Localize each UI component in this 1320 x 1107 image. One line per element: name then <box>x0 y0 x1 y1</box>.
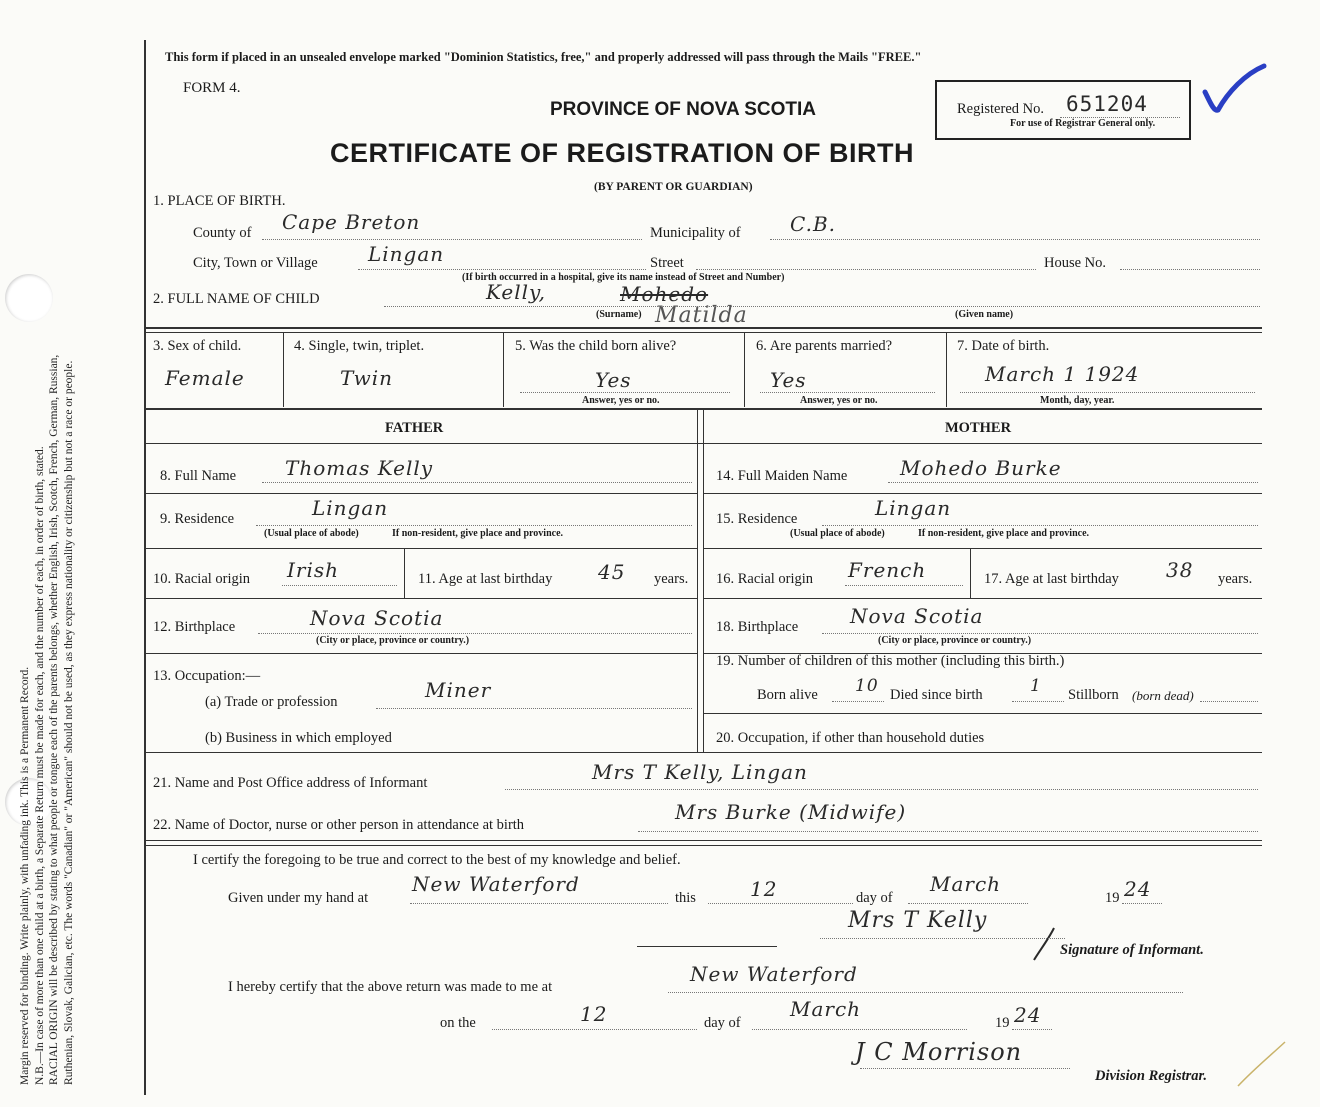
married-value: Yes <box>770 368 807 392</box>
mother-residence-caption-a: (Usual place of abode) <box>790 528 885 539</box>
county-value: Cape Breton <box>282 210 421 234</box>
informant-value: Mrs T Kelly, Lingan <box>592 760 808 784</box>
mother-occupation-label: 20. Occupation, if other than household duties <box>716 730 985 746</box>
died-value: 1 <box>1030 676 1042 696</box>
mother-residence-caption-b: If non-resident, give place and province. <box>918 528 1090 539</box>
stillborn-label: Stillborn <box>1068 687 1119 703</box>
on-month-line <box>752 1029 967 1030</box>
year-prefix: 19 <box>1105 890 1120 906</box>
mother-residence-line <box>822 525 1258 526</box>
father-racial-value: Irish <box>287 558 340 582</box>
father-name-line <box>262 482 692 483</box>
attendant-label: 22. Name of Doctor, nurse or other person in attendance at birth <box>153 817 525 833</box>
on-year-line <box>1012 1029 1052 1030</box>
mother-children-label: 19. Number of children of this mother (including this birth.) <box>716 653 1065 669</box>
informant-signature: Mrs T Kelly <box>848 908 988 933</box>
father-business-label: (b) Business in which employed <box>205 730 392 746</box>
registration-note: For use of Registrar General only. <box>1010 118 1156 129</box>
place-of-birth-heading: 1. PLACE OF BIRTH. <box>153 193 286 209</box>
informant-signature-line <box>820 938 1065 939</box>
parents-bottom-rule <box>145 752 1262 753</box>
margin-note-2: N.B.—In case of more than one child at a birth, a Separate Return must be made for each, and the number of each, in order of birth, stated. <box>33 446 46 1085</box>
mother-racial-line <box>845 585 963 586</box>
certify-text: I certify the foregoing to be true and correct to the best of my knowledge and belief. <box>193 852 681 868</box>
alive-value: Yes <box>595 368 632 392</box>
details-divider-2 <box>503 333 504 407</box>
city-label: City, Town or Village <box>193 255 318 271</box>
street-label: Street <box>650 255 684 271</box>
certificate-subtitle: (BY PARENT OR GUARDIAN) <box>594 181 753 193</box>
father-residence-caption-a: (Usual place of abode) <box>264 528 359 539</box>
child-name-label: 2. FULL NAME OF CHILD <box>153 291 320 307</box>
on-day-line <box>492 1029 697 1030</box>
father-trade-value: Miner <box>425 678 492 702</box>
child-given-value: Mohedo <box>620 282 709 306</box>
street-line <box>696 269 1036 270</box>
attendant-value: Mrs Burke (Midwife) <box>675 800 907 824</box>
mother-birthplace-label: 18. Birthplace <box>716 619 799 635</box>
child-name-line <box>384 306 1260 307</box>
father-row-rule-4 <box>145 653 697 654</box>
father-birthplace-label: 12. Birthplace <box>153 619 236 635</box>
father-name-value: Thomas Kelly <box>285 456 434 480</box>
born-alive-label: Born alive <box>757 687 818 703</box>
certification-rule-b <box>145 845 1262 846</box>
mother-row-rule-1 <box>704 493 1262 494</box>
informant-label: 21. Name and Post Office address of Informant <box>153 775 428 791</box>
given-label: Given under my hand at <box>228 890 369 906</box>
mother-heading: MOTHER <box>945 420 1012 436</box>
registrar-text: I hereby certify that the above return was made to me at <box>228 979 553 995</box>
alive-caption: Answer, yes or no. <box>582 395 660 406</box>
given-caption: (Given name) <box>955 309 1014 320</box>
father-trade-label: (a) Trade or profession <box>205 694 338 710</box>
father-racial-divider <box>404 549 405 598</box>
day-line <box>708 903 853 904</box>
father-age-value: 45 <box>598 560 626 584</box>
county-line <box>262 239 642 240</box>
details-divider-4 <box>946 333 947 407</box>
father-racial-label: 10. Racial origin <box>153 571 251 587</box>
given-place-line <box>410 903 668 904</box>
dob-label: 7. Date of birth. <box>957 338 1050 354</box>
on-label: on the <box>440 1015 476 1031</box>
this-label: this <box>675 890 696 906</box>
sex-value: Female <box>165 366 245 390</box>
registration-label: Registered No. <box>957 101 1044 117</box>
dob-line <box>960 392 1255 393</box>
father-row-rule-2 <box>145 548 697 549</box>
on-day-value: 12 <box>580 1002 608 1026</box>
mother-birthplace-caption: (City or place, province or country.) <box>878 635 1032 646</box>
married-line <box>760 392 935 393</box>
father-heading: FATHER <box>385 420 444 436</box>
mother-row-rule-2 <box>704 548 1262 549</box>
signature-flourish <box>1030 926 1060 962</box>
mother-name-label: 14. Full Maiden Name <box>716 468 848 484</box>
dob-caption: Month, day, year. <box>1040 395 1115 406</box>
father-racial-line <box>282 585 397 586</box>
pencil-stroke <box>1230 1040 1290 1090</box>
father-birthplace-value: Nova Scotia <box>310 606 444 630</box>
city-value: Lingan <box>368 242 445 266</box>
plurality-value: Twin <box>340 366 394 390</box>
father-row-rule-1 <box>145 493 697 494</box>
form-number: FORM 4. <box>183 80 241 96</box>
registration-number: 651204 <box>1066 92 1148 116</box>
married-caption: Answer, yes or no. <box>800 395 878 406</box>
top-notice: This form if placed in an unsealed envelope marked "Dominion Statistics, free," and properly addressed will pass through the Mails "FREE." <box>165 50 922 64</box>
certification-rule-a <box>145 840 1262 841</box>
mother-birthplace-line <box>822 633 1258 634</box>
on-year-value: 24 <box>1014 1003 1042 1027</box>
mother-age-value: 38 <box>1166 558 1194 582</box>
mother-racial-label: 16. Racial origin <box>716 571 814 587</box>
father-age-label: 11. Age at last birthday <box>418 571 553 587</box>
left-border <box>144 40 146 1095</box>
stillborn-line <box>1200 701 1258 702</box>
mother-residence-value: Lingan <box>875 496 952 520</box>
blue-check-mark <box>1200 62 1270 117</box>
year-value: 24 <box>1124 877 1152 901</box>
surname-caption: (Surname) <box>596 309 642 320</box>
plurality-label: 4. Single, twin, triplet. <box>294 338 425 354</box>
parents-heading-rule <box>145 443 1262 444</box>
separator-short-rule <box>637 946 777 947</box>
informant-signature-caption: Signature of Informant. <box>1060 942 1204 958</box>
dob-value: March 1 1924 <box>985 362 1140 386</box>
attendant-line <box>638 831 1258 832</box>
margin-note-4: Ruthenian, Slovak, Galician, etc. The words "Canadian" or "American" should not be used, as they express nationality or citizenship but not a race or people. <box>62 360 75 1085</box>
died-label: Died since birth <box>890 687 983 703</box>
mother-residence-label: 15. Residence <box>716 511 798 527</box>
details-divider-3 <box>744 333 745 407</box>
mother-name-value: Mohedo Burke <box>900 456 1062 480</box>
informant-line <box>505 789 1258 790</box>
registrar-signature-line <box>860 1068 1070 1069</box>
father-name-label: 8. Full Name <box>160 468 237 484</box>
on-year-prefix: 19 <box>995 1015 1010 1031</box>
child-given-correction: Matilda <box>655 303 748 328</box>
registrar-place-value: New Waterford <box>690 962 858 986</box>
parents-center-divider-a <box>697 409 698 752</box>
mother-name-line <box>888 482 1258 483</box>
mother-age-label: 17. Age at last birthday <box>984 571 1119 587</box>
stillborn-note: (born dead) <box>1132 688 1194 703</box>
sex-label: 3. Sex of child. <box>153 338 242 354</box>
father-residence-caption-b: If non-resident, give place and province. <box>392 528 564 539</box>
died-line <box>1012 701 1064 702</box>
parents-center-divider-b <box>703 409 704 752</box>
margin-note-3: RACIAL ORIGIN will be described by stating to what people or tongue each of the parents belongs, whether English, Irish, Scotch, French, German, Russian, <box>48 354 60 1085</box>
month-line <box>908 903 1028 904</box>
mother-age-unit: years. <box>1218 571 1253 587</box>
details-top-rule-2 <box>145 332 1262 333</box>
county-label: County of <box>193 225 252 241</box>
father-trade-line <box>376 708 692 709</box>
mother-racial-value: French <box>848 558 927 582</box>
details-divider-1 <box>283 333 284 407</box>
born-alive-value: 10 <box>855 676 879 696</box>
province-heading: PROVINCE OF NOVA SCOTIA <box>550 99 817 120</box>
details-top-rule <box>145 327 1262 329</box>
alive-line <box>520 392 730 393</box>
married-label: 6. Are parents married? <box>756 338 893 354</box>
born-alive-line <box>832 701 884 702</box>
house-line <box>1120 269 1260 270</box>
registrar-signature: J C Morrison <box>855 1038 1023 1066</box>
father-residence-line <box>256 525 692 526</box>
father-birthplace-line <box>258 633 692 634</box>
given-place-value: New Waterford <box>412 872 580 896</box>
registrar-place-line <box>668 992 1183 993</box>
margin-instructions <box>18 35 76 1085</box>
certificate-title: CERTIFICATE OF REGISTRATION OF BIRTH <box>330 138 914 168</box>
on-month-value: March <box>790 997 862 1021</box>
municipality-label: Municipality of <box>650 225 741 241</box>
house-label: House No. <box>1044 255 1107 271</box>
alive-label: 5. Was the child born alive? <box>515 338 677 354</box>
margin-note-1: Margin reserved for binding. Write plainly, with unfading ink. This is a Permanent Record. <box>19 666 31 1085</box>
mother-row-rule-5 <box>704 713 1262 714</box>
father-residence-value: Lingan <box>312 496 389 520</box>
father-occupation-label: 13. Occupation:— <box>153 668 261 684</box>
registrar-caption: Division Registrar. <box>1095 1068 1207 1084</box>
year-line <box>1122 903 1162 904</box>
municipality-line <box>770 239 1260 240</box>
day-value: 12 <box>750 877 778 901</box>
city-line <box>358 269 646 270</box>
on-day-of-label: day of <box>704 1015 741 1031</box>
mother-row-rule-3 <box>704 598 1262 599</box>
hospital-note: (If birth occurred in a hospital, give its name instead of Street and Number) <box>462 272 785 283</box>
father-birthplace-caption: (City or place, province or country.) <box>316 635 470 646</box>
day-of-label: day of <box>856 890 893 906</box>
municipality-value: C.B. <box>790 212 837 236</box>
father-row-rule-3 <box>145 598 697 599</box>
child-surname-value: Kelly, <box>486 280 547 304</box>
month-value: March <box>930 872 1002 896</box>
mother-birthplace-value: Nova Scotia <box>850 604 984 628</box>
father-residence-label: 9. Residence <box>160 511 235 527</box>
father-age-unit: years. <box>654 571 689 587</box>
mother-racial-divider <box>970 549 971 598</box>
